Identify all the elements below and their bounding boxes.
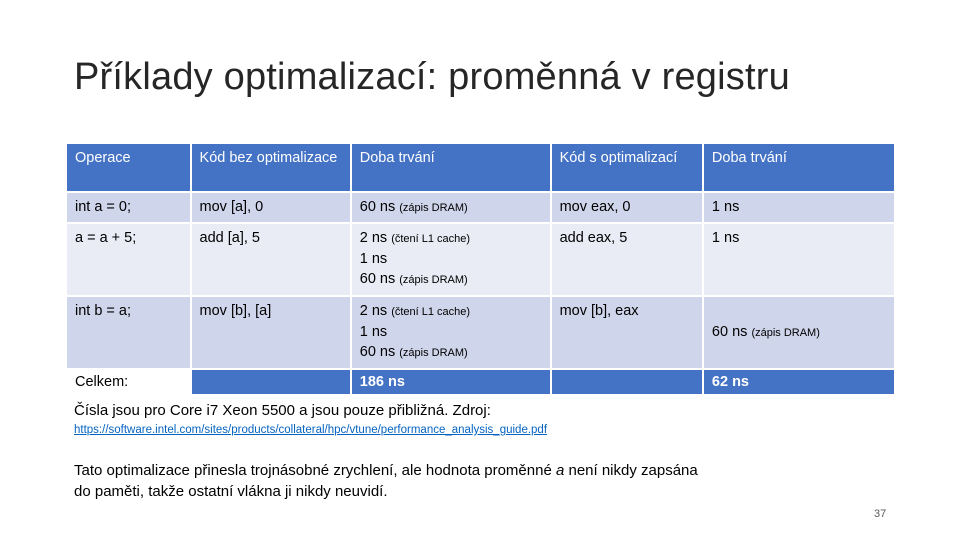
header-doba-2: Doba trvání bbox=[704, 144, 894, 193]
page-number: 37 bbox=[874, 508, 887, 520]
total-empty-cell bbox=[192, 370, 352, 396]
conclusion-text: Tato optimalizace přinesla trojnásobné zrychlení, ale hodnota proměnné bbox=[74, 462, 556, 479]
cell-opt-time bbox=[704, 224, 894, 297]
total-without: 186 ns bbox=[352, 370, 552, 396]
cell-opt-code: add eax, 5 bbox=[552, 224, 704, 297]
optimization-table bbox=[67, 144, 894, 396]
cell-opt-time bbox=[704, 297, 894, 370]
time-main: 60 ns bbox=[359, 271, 396, 287]
time-main: 1 ns bbox=[359, 324, 388, 340]
cell-opt-code: mov eax, 0 bbox=[552, 193, 704, 224]
cell-time bbox=[352, 224, 552, 297]
time-note: (zápis DRAM) bbox=[399, 202, 468, 214]
opt-time-main: 60 ns bbox=[711, 324, 748, 340]
total-label: Celkem: bbox=[67, 370, 192, 396]
cell-time bbox=[352, 297, 552, 370]
source-link[interactable]: https://software.intel.com/sites/products/collateral/hpc/vtune/performance_analysis_guide.pdf bbox=[74, 424, 548, 436]
time-main: 2 ns bbox=[359, 230, 388, 246]
table-row bbox=[67, 297, 894, 370]
opt-time-note: (zápis DRAM) bbox=[751, 327, 820, 339]
time-main: 2 ns bbox=[359, 303, 388, 319]
cell-operation: int b = a; bbox=[67, 297, 192, 370]
total-empty-cell bbox=[552, 370, 704, 396]
header-operace: Operace bbox=[67, 144, 192, 193]
time-note: (čtení L1 cache) bbox=[391, 233, 471, 245]
cell-operation: int a = 0; bbox=[67, 193, 192, 224]
conclusion-text: není nikdy zapsána do paměti, takže ostatní vlákna ji nikdy neuvidí. bbox=[74, 462, 698, 500]
cell-code: add [a], 5 bbox=[192, 224, 352, 297]
cell-operation: a = a + 5; bbox=[67, 224, 192, 297]
cell-opt-time bbox=[704, 193, 894, 224]
source-note: Čísla jsou pro Core i7 Xeon 5500 a jsou pouze přibližná. Zdroj: bbox=[74, 402, 491, 419]
time-note: (čtení L1 cache) bbox=[391, 306, 471, 318]
table-header-row bbox=[67, 144, 894, 193]
conclusion-note bbox=[74, 460, 714, 502]
opt-time-main: 1 ns bbox=[711, 230, 740, 246]
table-row bbox=[67, 193, 894, 224]
header-kod-s: Kód s optimalizací bbox=[552, 144, 704, 193]
time-main: 1 ns bbox=[359, 251, 388, 267]
cell-opt-code: mov [b], eax bbox=[552, 297, 704, 370]
table-row bbox=[67, 224, 894, 297]
total-with: 62 ns bbox=[704, 370, 894, 396]
cell-code: mov [b], [a] bbox=[192, 297, 352, 370]
time-main: 60 ns bbox=[359, 344, 396, 360]
conclusion-variable: a bbox=[555, 462, 565, 479]
time-note: (zápis DRAM) bbox=[399, 274, 468, 286]
header-doba-1: Doba trvání bbox=[352, 144, 552, 193]
slide-title: Příklady optimalizací: proměnná v registru bbox=[74, 56, 790, 98]
cell-time bbox=[352, 193, 552, 224]
header-kod-bez: Kód bez optimalizace bbox=[192, 144, 352, 193]
time-note: (zápis DRAM) bbox=[399, 347, 468, 359]
opt-time-main: 1 ns bbox=[711, 199, 740, 215]
cell-code: mov [a], 0 bbox=[192, 193, 352, 224]
total-row bbox=[67, 370, 894, 396]
time-main: 60 ns bbox=[359, 199, 396, 215]
